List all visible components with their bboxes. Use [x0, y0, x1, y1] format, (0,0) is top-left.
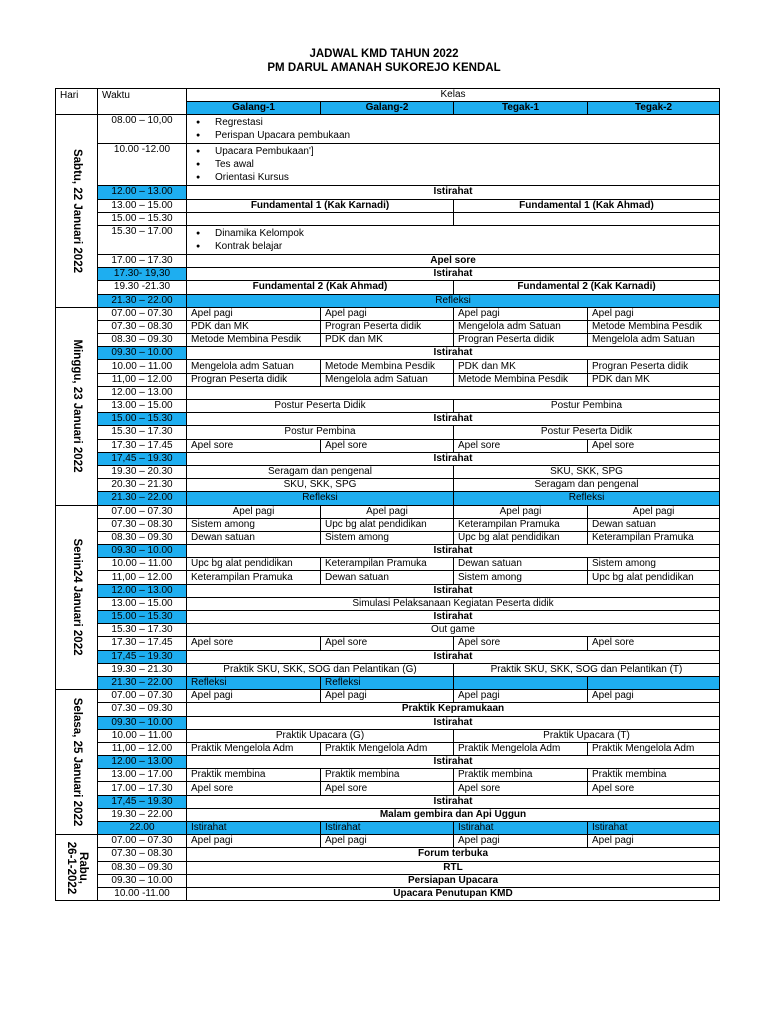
list-item: ● Regrestasi — [215, 116, 715, 129]
activity-cell: PDK dan MK — [321, 334, 454, 347]
time-cell: 08.30 – 09.30 — [98, 531, 187, 544]
activity-cell: Refleksi — [454, 492, 720, 505]
time-cell: 15.00 – 15.30 — [98, 212, 187, 225]
table-row — [56, 822, 720, 835]
table-row — [56, 611, 720, 624]
header-waktu: Waktu — [98, 89, 187, 115]
table-row — [56, 212, 720, 225]
table-row — [56, 663, 720, 676]
list-item: ● Orientasi Kursus — [215, 171, 715, 184]
table-row — [56, 360, 720, 373]
time-cell: 07.00 – 07.30 — [98, 307, 187, 320]
header-row — [56, 89, 720, 102]
activity-cell: PDK dan MK — [588, 373, 720, 386]
activity-cell: Apel sore — [588, 782, 720, 795]
time-cell: 11,00 – 12.00 — [98, 742, 187, 755]
activity-cell: Istirahat — [187, 822, 321, 835]
activity-cell: Istirahat — [187, 611, 720, 624]
day-label — [56, 505, 98, 690]
table-row — [56, 808, 720, 821]
document-subtitle: PM DARUL AMANAH SUKOREJO KENDAL — [267, 62, 501, 74]
activity-cell: Apel pagi — [454, 835, 588, 848]
activity-cell: Apel pagi — [321, 835, 454, 848]
activity-cell: Keterampilan Pramuka — [187, 571, 321, 584]
table-row — [56, 624, 720, 637]
activity-cell: Apel sore — [187, 254, 720, 267]
table-row — [56, 505, 720, 518]
time-cell: 19.30 – 20.30 — [98, 465, 187, 478]
table-row — [56, 294, 720, 307]
table-row — [56, 225, 720, 254]
header-hari: Hari — [56, 89, 98, 115]
activity-cell: Metode Membina Pesdik — [588, 320, 720, 333]
day-label — [56, 690, 98, 835]
table-row — [56, 545, 720, 558]
table-row — [56, 597, 720, 610]
table-row — [56, 650, 720, 663]
activity-cell: Apel sore — [187, 782, 321, 795]
time-cell: 08.30 – 09.30 — [98, 861, 187, 874]
time-cell: 17.00 – 17.30 — [98, 782, 187, 795]
table-row — [56, 199, 720, 212]
activity-cell: Praktik SKU, SKK, SOG dan Pelantikan (G) — [187, 663, 454, 676]
table-row — [56, 492, 720, 505]
activity-cell: Dewan satuan — [187, 531, 321, 544]
activity-cell: Apel pagi — [454, 307, 588, 320]
activity-cell: Refleksi — [187, 294, 720, 307]
activity-cell: Istirahat — [187, 756, 720, 769]
activity-cell: Fundamental 2 (Kak Ahmad) — [187, 281, 454, 294]
activity-cell: Progran Peserta didik — [187, 373, 321, 386]
time-cell: 17,45 – 19.30 — [98, 650, 187, 663]
time-cell: 17,45 – 19.30 — [98, 452, 187, 465]
activity-cell: Upc bg alat pendidikan — [588, 571, 720, 584]
activity-cell: Metode Membina Pesdik — [321, 360, 454, 373]
time-cell: 07.00 – 07.30 — [98, 505, 187, 518]
activity-cell: Metode Membina Pesdik — [187, 334, 321, 347]
activity-cell — [187, 225, 720, 254]
activity-cell: Fundamental 1 (Kak Ahmad) — [454, 199, 720, 212]
activity-cell: Apel sore — [321, 782, 454, 795]
time-cell: 17.30- 19,30 — [98, 268, 187, 281]
activity-cell: Apel sore — [454, 637, 588, 650]
activity-cell: Istirahat — [187, 186, 720, 199]
activity-cell: Apel sore — [321, 439, 454, 452]
activity-cell: Sistem among — [588, 558, 720, 571]
time-cell: 07.00 – 07.30 — [98, 835, 187, 848]
time-cell: 11,00 – 12.00 — [98, 373, 187, 386]
table-row — [56, 690, 720, 703]
table-row — [56, 452, 720, 465]
activity-cell: Postur Pembina — [454, 400, 720, 413]
activity-cell: PDK dan MK — [187, 320, 321, 333]
time-cell: 09.30 – 10.00 — [98, 716, 187, 729]
time-cell: 12.00 – 13.00 — [98, 186, 187, 199]
time-cell: 13.00 – 15.00 — [98, 199, 187, 212]
time-cell: 13.00 – 15.00 — [98, 597, 187, 610]
time-cell: 09.30 – 10.00 — [98, 347, 187, 360]
table-row — [56, 676, 720, 689]
document-title: JADWAL KMD TAHUN 2022 — [309, 48, 459, 60]
time-cell: 09.30 – 10.00 — [98, 545, 187, 558]
activity-cell: Istirahat — [187, 347, 720, 360]
time-cell: 15.00 – 15.30 — [98, 611, 187, 624]
activity-cell: Fundamental 2 (Kak Karnadi) — [454, 281, 720, 294]
time-cell: 19.30 -21.30 — [98, 281, 187, 294]
time-cell: 07.00 – 07.30 — [98, 690, 187, 703]
activity-cell: Istirahat — [187, 716, 720, 729]
table-row — [56, 756, 720, 769]
activity-cell: Praktik Mengelola Adm — [588, 742, 720, 755]
table-row — [56, 115, 720, 144]
activity-cell: Progran Peserta didik — [454, 334, 588, 347]
table-row — [56, 571, 720, 584]
table-row — [56, 413, 720, 426]
activity-cell: Apel sore — [454, 439, 588, 452]
activity-cell: Upc bg alat pendidikan — [187, 558, 321, 571]
activity-cell: Mengelola adm Satuan — [187, 360, 321, 373]
table-row — [56, 334, 720, 347]
activity-cell: Apel pagi — [454, 505, 588, 518]
activity-cell — [588, 676, 720, 689]
activity-cell: Apel sore — [588, 439, 720, 452]
time-cell: 15.30 – 17.30 — [98, 624, 187, 637]
table-row — [56, 795, 720, 808]
activity-cell: Istirahat — [454, 822, 588, 835]
list-item: ● Perispan Upacara pembukaan — [215, 129, 715, 142]
table-row — [56, 835, 720, 848]
activity-cell: Postur Peserta Didik — [187, 400, 454, 413]
activity-cell: Keterampilan Pramuka — [454, 518, 588, 531]
activity-cell — [187, 386, 720, 399]
table-row — [56, 465, 720, 478]
table-row — [56, 281, 720, 294]
activity-cell: Praktik Mengelola Adm — [187, 742, 321, 755]
time-cell: 19.30 – 21.30 — [98, 663, 187, 676]
activity-cell: Apel pagi — [454, 690, 588, 703]
time-cell: 17.00 – 17.30 — [98, 254, 187, 267]
activity-cell: Postur Pembina — [187, 426, 454, 439]
table-row — [56, 518, 720, 531]
activity-cell: Fundamental 1 (Kak Karnadi) — [187, 199, 454, 212]
time-cell: 09.30 – 10.00 — [98, 874, 187, 887]
activity-cell: Progran Peserta didik — [588, 360, 720, 373]
activity-cell: Mengelola adm Satuan — [588, 334, 720, 347]
table-row — [56, 769, 720, 782]
day-label-text: Minggu, 23 Januari 2022 — [70, 339, 83, 473]
time-cell: 10.00 – 11.00 — [98, 558, 187, 571]
time-cell: 10.00 -12.00 — [98, 144, 187, 186]
activity-cell — [187, 212, 454, 225]
activity-cell: Apel sore — [588, 637, 720, 650]
list-item: ● Kontrak belajar — [215, 240, 715, 253]
activity-cell: Istirahat — [187, 413, 720, 426]
activity-cell: Praktik Kepramukaan — [187, 703, 720, 716]
activity-cell: Persiapan Upacara — [187, 874, 720, 887]
list-item: ● Dinamika Kelompok — [215, 227, 715, 240]
table-row — [56, 703, 720, 716]
activity-cell: Apel pagi — [321, 505, 454, 518]
activity-cell: Istirahat — [321, 822, 454, 835]
activity-cell: Metode Membina Pesdik — [454, 373, 588, 386]
activity-cell: Apel sore — [187, 637, 321, 650]
activity-cell: SKU, SKK, SPG — [187, 479, 454, 492]
day-label-text: Senin24 Januari 2022 — [70, 538, 83, 656]
table-row — [56, 716, 720, 729]
day-label — [56, 307, 98, 505]
table-row — [56, 254, 720, 267]
activity-cell: Praktik membina — [454, 769, 588, 782]
table-row — [56, 373, 720, 386]
activity-cell — [454, 212, 720, 225]
activity-cell: RTL — [187, 861, 720, 874]
activity-cell: Upc bg alat pendidikan — [321, 518, 454, 531]
activity-cell: Praktik Upacara (G) — [187, 729, 454, 742]
activity-cell: Apel pagi — [187, 505, 321, 518]
activity-cell: Apel pagi — [588, 505, 720, 518]
list-item: ● Upacara Pembukaan'] — [215, 145, 715, 158]
list-item: ● Tes awal — [215, 158, 715, 171]
activity-cell: SKU, SKK, SPG — [454, 465, 720, 478]
header-class-tegak-2: Tegak-2 — [588, 102, 720, 115]
time-cell: 12.00 – 13.00 — [98, 756, 187, 769]
header-class-galang-1: Galang-1 — [187, 102, 321, 115]
activity-cell: Sistem among — [321, 531, 454, 544]
time-cell: 07.30 – 09.30 — [98, 703, 187, 716]
table-row — [56, 558, 720, 571]
time-cell: 08.30 – 09.30 — [98, 334, 187, 347]
activity-cell: Refleksi — [187, 492, 454, 505]
schedule-table — [55, 88, 720, 901]
header-kelas: Kelas — [187, 89, 720, 102]
time-cell: 20.30 – 21.30 — [98, 479, 187, 492]
activity-cell: Istirahat — [187, 584, 720, 597]
time-cell: 11,00 – 12.00 — [98, 571, 187, 584]
activity-cell: Praktik Mengelola Adm — [454, 742, 588, 755]
activity-cell: Dewan satuan — [454, 558, 588, 571]
activity-cell: Apel pagi — [588, 690, 720, 703]
time-cell: 21.30 – 22.00 — [98, 676, 187, 689]
table-row — [56, 848, 720, 861]
day-label — [56, 835, 98, 901]
activity-cell: Apel sore — [321, 637, 454, 650]
table-row — [56, 426, 720, 439]
table-row — [56, 186, 720, 199]
activity-cell: Apel pagi — [321, 307, 454, 320]
day-label-text: Sabtu, 22 Januari 2022 — [70, 149, 83, 274]
table-row — [56, 531, 720, 544]
activity-cell: Apel pagi — [321, 690, 454, 703]
time-cell: 13.00 – 17.00 — [98, 769, 187, 782]
activity-cell: Seragam dan pengenal — [454, 479, 720, 492]
time-cell: 15.30 – 17.30 — [98, 426, 187, 439]
activity-cell: Apel pagi — [187, 690, 321, 703]
activity-cell: Malam gembira dan Api Uggun — [187, 808, 720, 821]
time-cell: 13.00 – 15.00 — [98, 400, 187, 413]
time-cell: 08.00 – 10,00 — [98, 115, 187, 144]
header-class-tegak-1: Tegak-1 — [454, 102, 588, 115]
activity-cell: Apel pagi — [588, 835, 720, 848]
table-row — [56, 742, 720, 755]
activity-cell: Praktik membina — [187, 769, 321, 782]
activity-cell: Out game — [187, 624, 720, 637]
activity-cell: Keterampilan Pramuka — [588, 531, 720, 544]
activity-cell: Keterampilan Pramuka — [321, 558, 454, 571]
activity-cell: Sistem among — [187, 518, 321, 531]
day-label — [56, 115, 98, 307]
activity-cell: Praktik Mengelola Adm — [321, 742, 454, 755]
time-cell: 17.30 – 17.45 — [98, 637, 187, 650]
activity-cell: Upc bg alat pendidikan — [454, 531, 588, 544]
activity-cell: Dewan satuan — [588, 518, 720, 531]
time-cell: 12.00 – 13.00 — [98, 584, 187, 597]
time-cell: 22.00 — [98, 822, 187, 835]
activity-cell: Seragam dan pengenal — [187, 465, 454, 478]
table-row — [56, 479, 720, 492]
table-row — [56, 782, 720, 795]
activity-cell: Apel sore — [454, 782, 588, 795]
activity-cell — [187, 144, 720, 186]
activity-cell: Istirahat — [187, 650, 720, 663]
activity-cell: Istirahat — [588, 822, 720, 835]
activity-cell: Istirahat — [187, 545, 720, 558]
table-row — [56, 400, 720, 413]
activity-cell: Istirahat — [187, 795, 720, 808]
table-row — [56, 729, 720, 742]
table-row — [56, 861, 720, 874]
activity-cell: Istirahat — [187, 452, 720, 465]
activity-cell: Mengelola adm Satuan — [454, 320, 588, 333]
time-cell: 07.30 – 08.30 — [98, 320, 187, 333]
table-row — [56, 144, 720, 186]
time-cell: 15.00 – 15.30 — [98, 413, 187, 426]
activity-cell: Forum terbuka — [187, 848, 720, 861]
day-label-text: Selasa, 25 Januari 2022 — [70, 697, 83, 827]
activity-cell: Mengelola adm Satuan — [321, 373, 454, 386]
time-cell: 10.00 – 11.00 — [98, 729, 187, 742]
activity-cell — [454, 676, 588, 689]
time-cell: 07.30 – 08.30 — [98, 848, 187, 861]
table-row — [56, 874, 720, 887]
activity-cell: Praktik membina — [321, 769, 454, 782]
time-cell: 21.30 – 22.00 — [98, 492, 187, 505]
activity-cell: PDK dan MK — [454, 360, 588, 373]
time-cell: 15.30 – 17.00 — [98, 225, 187, 254]
table-row — [56, 307, 720, 320]
time-cell: 12.00 – 13.00 — [98, 386, 187, 399]
activity-cell: Sistem among — [454, 571, 588, 584]
time-cell: 17,45 – 19.30 — [98, 795, 187, 808]
time-cell: 17.30 – 17.45 — [98, 439, 187, 452]
activity-cell: Praktik membina — [588, 769, 720, 782]
activity-cell: Postur Peserta Didik — [454, 426, 720, 439]
activity-cell: Apel pagi — [187, 835, 321, 848]
activity-cell: Apel pagi — [588, 307, 720, 320]
time-cell: 19.30 – 22.00 — [98, 808, 187, 821]
table-row — [56, 320, 720, 333]
day-label-text: Rabu, 26-1-2022 — [64, 841, 89, 894]
time-cell: 10.00 – 11.00 — [98, 360, 187, 373]
header-class-galang-2: Galang-2 — [321, 102, 454, 115]
time-cell: 10.00 -11.00 — [98, 887, 187, 900]
time-cell: 07.30 – 08.30 — [98, 518, 187, 531]
activity-cell: Refleksi — [187, 676, 321, 689]
activity-cell: Praktik Upacara (T) — [454, 729, 720, 742]
table-row — [56, 887, 720, 900]
table-row — [56, 386, 720, 399]
activity-cell: Istirahat — [187, 268, 720, 281]
activity-cell — [187, 115, 720, 144]
table-row — [56, 268, 720, 281]
activity-cell: Upacara Penutupan KMD — [187, 887, 720, 900]
activity-cell: Apel sore — [187, 439, 321, 452]
activity-cell: Refleksi — [321, 676, 454, 689]
activity-cell: Dewan satuan — [321, 571, 454, 584]
activity-cell: Simulasi Pelaksanaan Kegiatan Peserta didik — [187, 597, 720, 610]
activity-cell: Praktik SKU, SKK, SOG dan Pelantikan (T) — [454, 663, 720, 676]
activity-cell: Apel pagi — [187, 307, 321, 320]
table-row — [56, 439, 720, 452]
table-row — [56, 637, 720, 650]
activity-cell: Progran Peserta didik — [321, 320, 454, 333]
time-cell: 21.30 – 22.00 — [98, 294, 187, 307]
table-row — [56, 347, 720, 360]
table-row — [56, 584, 720, 597]
